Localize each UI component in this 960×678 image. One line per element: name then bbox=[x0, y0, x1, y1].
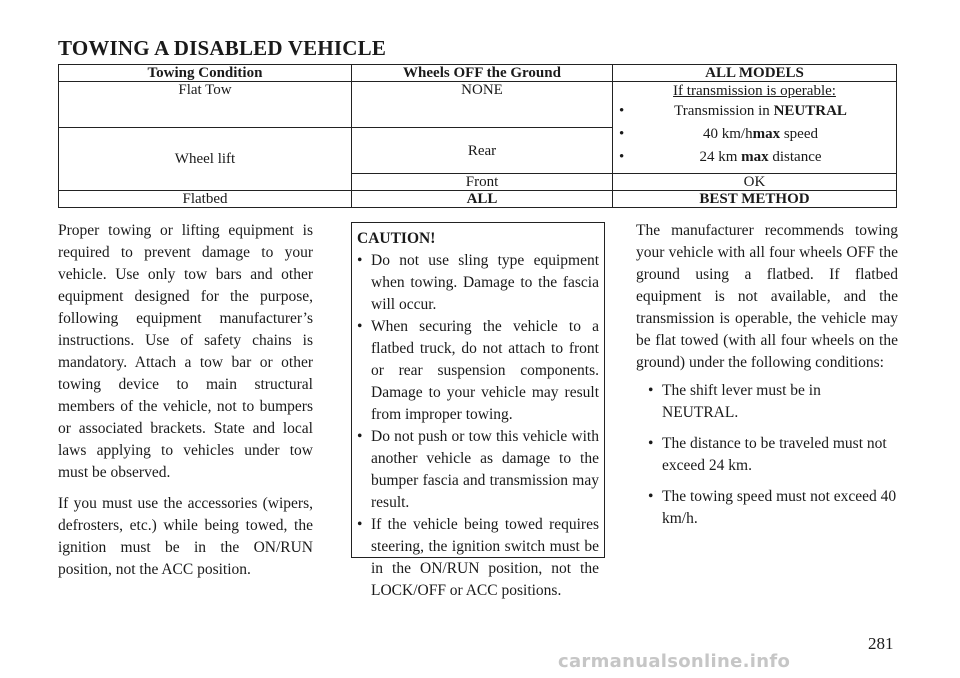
list-item: • When securing the vehicle to a flatbed truck, do not attach to front or rear suspension components. Damage to your vehicle may result from improper towing. bbox=[357, 316, 599, 426]
list-item: • If the vehicle being towed requires steering, the ignition switch must be in the ON/RUN position, not the LOCK/OFF or ACC positions. bbox=[357, 514, 599, 602]
header-towing-condition: Towing Condition bbox=[59, 65, 352, 82]
towing-equipment-text bbox=[58, 220, 313, 590]
caution-box bbox=[351, 222, 605, 599]
cell-flatbed-result: BEST METHOD bbox=[613, 191, 897, 208]
list-item: • Do not use sling type equipment when towing. Damage to the fascia will occur. bbox=[357, 250, 599, 316]
table-row bbox=[59, 191, 897, 208]
page-number: 281 bbox=[868, 634, 894, 653]
cell-wheel-lift-rear: Rear bbox=[352, 128, 613, 174]
cell-flatbed: Flatbed bbox=[59, 191, 352, 208]
list-item: • The shift lever must be in NEUTRAL. bbox=[648, 380, 898, 424]
table-header-row bbox=[59, 65, 897, 82]
list-item: • 24 km max distance bbox=[619, 149, 890, 165]
cell-wheel-lift-front-result: OK bbox=[613, 174, 897, 191]
header-wheels-off-ground: Wheels OFF the Ground bbox=[352, 65, 613, 82]
header-all-models: ALL MODELS bbox=[613, 65, 897, 82]
paragraph: Proper towing or lifting equipment is required to prevent damage to your vehicle. Use only tow bars and other equipment designed for the purpose, following equipment manufacturer’s instructions. Use of safety chains is mandatory. Attach a tow bar or other towing device to main structural members of the vehicle, not to bumpers or associated brackets. State and local laws applying to vehicles under tow must be observed. bbox=[58, 222, 313, 481]
list-item: • Transmission in NEUTRAL bbox=[619, 103, 890, 119]
cell-flat-tow-wheels: NONE bbox=[352, 82, 613, 128]
rule-list bbox=[619, 103, 890, 165]
conditions-list bbox=[648, 380, 898, 530]
list-item: • The distance to be traveled must not exceed 24 km. bbox=[648, 433, 898, 477]
table-row bbox=[59, 82, 897, 128]
cell-flat-tow: Flat Tow bbox=[59, 82, 352, 128]
watermark: carmanualsonline.info bbox=[558, 651, 791, 672]
caution-list bbox=[357, 250, 599, 602]
recommendation-text bbox=[636, 220, 898, 539]
rule-title: If transmission is operable: bbox=[673, 83, 836, 99]
page-title: TOWING A DISABLED VEHICLE bbox=[58, 36, 387, 60]
towing-table bbox=[58, 64, 897, 208]
cell-wheel-lift-front: Front bbox=[352, 174, 613, 191]
paragraph: If you must use the accessories (wipers, defrosters, etc.) while being towed, the ignition must be in the ON/RUN position, not the ACC position. bbox=[58, 495, 313, 578]
list-item: • The towing speed must not exceed 40 km/h. bbox=[648, 486, 898, 530]
list-item: • Do not push or tow this vehicle with another vehicle as damage to the bumper fascia and transmission may result. bbox=[357, 426, 599, 514]
caution-title: CAUTION! bbox=[357, 230, 436, 247]
paragraph: The manufacturer recommends towing your vehicle with all four wheels OFF the ground using a flatbed. If flatbed equipment is not available, and the transmission is operable, the vehicle may be flat towed (with all four wheels on the ground) under the following conditions: bbox=[636, 222, 898, 371]
cell-wheel-lift: Wheel lift bbox=[59, 128, 352, 191]
cell-transmission-rule bbox=[613, 82, 897, 174]
list-item: • 40 km/hmax speed bbox=[619, 126, 890, 142]
cell-flatbed-wheels: ALL bbox=[352, 191, 613, 208]
